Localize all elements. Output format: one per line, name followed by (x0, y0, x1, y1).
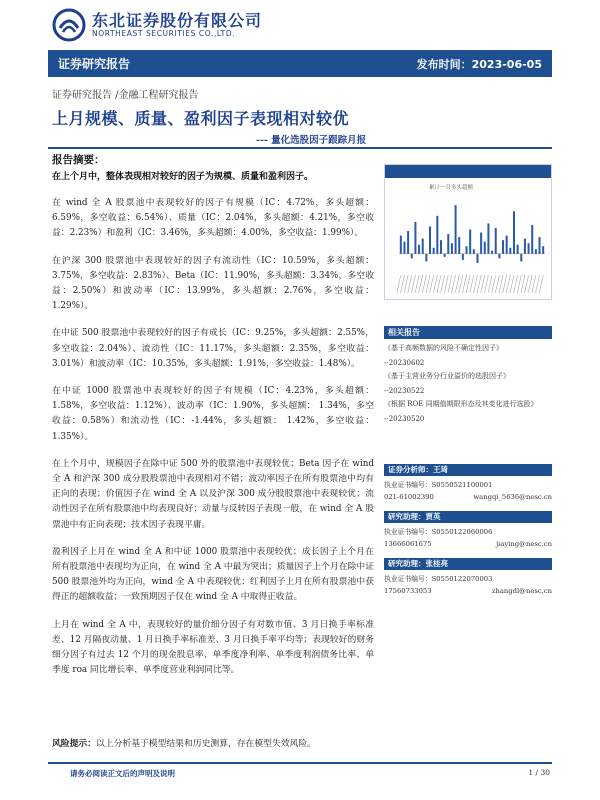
chart-category-label (433, 275, 437, 293)
chart-category-label (448, 275, 452, 293)
chart-bar (509, 248, 511, 254)
chart-category-label (503, 275, 507, 293)
chart-bar (520, 254, 522, 262)
chart-category-label (506, 275, 510, 293)
related-reports (384, 326, 552, 423)
chart-category-label (484, 275, 488, 293)
chart-bar (403, 242, 405, 254)
chart-category-label (441, 275, 445, 293)
page-title: 上月规模、质量、盈利因子表现相对较优 (52, 109, 350, 128)
chart-category-label (521, 275, 525, 293)
chart-bar (517, 245, 519, 254)
chart-header-bar (385, 165, 551, 178)
footer-divider (48, 762, 552, 764)
chart-bar (528, 243, 530, 254)
chart-bar (407, 231, 409, 254)
report-banner (48, 50, 552, 77)
analyst-role: 研究助理：贾英 (384, 511, 552, 523)
chart-bar (484, 242, 486, 254)
related-report-date: --20230602 (384, 359, 425, 367)
chart-category-label (536, 275, 540, 293)
factor-chart (384, 164, 552, 300)
company-logo (52, 6, 292, 44)
related-reports-header: 相关报告 (384, 326, 552, 339)
chart-category-label (499, 275, 503, 293)
chart-bar (400, 236, 402, 254)
chart-category-label (473, 275, 477, 293)
analyst-contact (384, 540, 552, 548)
chart-category-label (514, 275, 518, 293)
chart-bar (469, 229, 471, 253)
chart-category-label (495, 275, 499, 293)
chart-bar (513, 211, 515, 254)
related-report-date: --20230520 (384, 415, 425, 423)
analyst-info (384, 464, 552, 595)
chart-bar (425, 254, 427, 262)
analyst-email[interactable]: wangqi_5636@nesc.cn (473, 493, 552, 501)
chart-category-label (397, 275, 401, 293)
chart-bar (476, 254, 478, 263)
chart-bar (436, 216, 438, 254)
chart-category-label (404, 275, 408, 293)
chart-category-label (525, 275, 529, 293)
analyst-contact (384, 493, 552, 501)
abstract-paragraph: 在中证 500 股票池中表现较好的因子有成长（IC：9.25%，多头超额：2.55%，多空收益：2.04%）、流动性（IC：11.17%，多头超额：2.35%，多空收益：3.01%）和波动率（IC：10.35%，多头超额：1.91%，多空收益：1.48%）。 (52, 328, 374, 369)
page-number: 1 / 30 (528, 768, 550, 777)
chart-title: 累计一月多头超额 (429, 185, 474, 191)
chart-bar (451, 243, 453, 254)
chart-bar (524, 239, 526, 254)
chart-category-label (400, 275, 404, 293)
chart-bar (429, 226, 431, 253)
chart-category-label (415, 275, 419, 293)
company-emblem-icon (52, 8, 86, 42)
sidebar (384, 152, 552, 423)
release-date: 发布时间：2023-06-05 (416, 58, 542, 71)
chart-bar (433, 248, 435, 254)
chart-bar (487, 223, 489, 253)
chart-bar (506, 236, 508, 254)
chart-bar (473, 249, 475, 254)
chart-bar (498, 254, 500, 259)
chart-bar (535, 249, 537, 254)
breadcrumb: 证券研究报告 /金融工程研究报告 (52, 90, 199, 101)
chart-category-label (419, 275, 423, 293)
chart-bar (422, 239, 424, 254)
chart-bar (480, 233, 482, 254)
abstract-section (52, 152, 374, 678)
title-divider (48, 147, 552, 149)
risk-label: 风险提示： (52, 739, 96, 749)
company-name-cn: 东北证券股份有限公司 (92, 11, 263, 30)
chart-category-label (477, 275, 481, 293)
abstract-paragraph: 上月在 wind 全 A 中，表现较好的量价细分因子有对数市值、3 月日换手率标准差、12 月隔夜动量、1 月日换手率标准差、3 月日换手率平均等；表现较好的财务细分因子有过去 12 个月的现金股息率、单季度净利率、单季度利润债务比率、单季度 roa 同比增长率、单季度营业利润同比等。 (52, 619, 374, 676)
related-report-title[interactable]: 《基于高频数据的风险不确定性因子》 (384, 344, 503, 352)
chart-category-label (463, 275, 467, 293)
chart-category-label (510, 275, 514, 293)
chart-category-label (455, 275, 459, 293)
chart-category-label (539, 275, 543, 293)
analyst-email[interactable]: jiaying@nesc.cn (496, 540, 552, 548)
chart-bar (447, 234, 449, 254)
related-report-date: --20230522 (384, 387, 425, 395)
analyst-license: 执业证书编号：S0550122060006 (384, 528, 493, 536)
related-report-title[interactable]: 《基于主营业务分行业溢价的选股因子》 (384, 372, 510, 380)
chart-category-label (452, 275, 456, 293)
footer-disclaimer: 请务必阅读正文后的声明及说明 (70, 769, 175, 778)
abstract-paragraph: 盈利因子上月在 wind 全 A 和中证 1000 股票池中表现较优；成长因子上个月在所有股票池中表现均为正向，在 wind 全 A 中最为突出；质量因子上个月在除中证 500 股票池外均为正向，wind 全 A 中表现较优；红利因子上月在所有股票池中获得正的超额收益；一致预期因子仅在 wind 全 A 中取得正收益。 (52, 546, 374, 603)
chart-bar (466, 246, 468, 254)
chart-category-label (492, 275, 496, 293)
chart-category-label (528, 275, 532, 293)
chart-category-label (470, 275, 474, 293)
chart-bar (462, 254, 464, 260)
chart-bar (495, 228, 497, 254)
chart-bar (531, 225, 533, 254)
chart-bar (491, 251, 493, 254)
analyst-license: 执业证书编号：S0550122070003 (384, 575, 493, 583)
chart-category-label (466, 275, 470, 293)
chart-bar (542, 246, 544, 254)
analyst-role: 研究助理：张桂亮 (384, 558, 552, 570)
chart-category-label (411, 275, 415, 293)
chart-category-label (430, 275, 434, 293)
chart-category-label (426, 275, 430, 293)
analyst-role: 证券分析师：王琦 (384, 464, 552, 476)
chart-category-label (437, 275, 441, 293)
chart-bar (455, 205, 457, 254)
related-report-title[interactable]: 《根据 ROE 同期值期限形态及其变化进行选股》 (384, 400, 538, 408)
chart-category-label (444, 275, 448, 293)
chart-bar (502, 240, 504, 254)
chart-category-label (488, 275, 492, 293)
analyst-phone: 13666061675 (384, 540, 432, 548)
abstract-paragraph: 在 wind 全 A 股票池中表现较好的因子有规模（IC：4.72%，多头超额：6.59%，多空收益：6.54%）、质量（IC：2.04%，多头超额：4.21%，多空收益：2.23%）和盈利（IC：3.46%，多头超额：4.00%，多空收益：1.99%）。 (52, 198, 374, 239)
chart-bar (539, 237, 541, 254)
analyst-license: 执业证书编号：S0550521100001 (384, 481, 493, 489)
abstract-label: 报告摘要： (52, 154, 105, 166)
chart-bar (440, 240, 442, 254)
analyst-contact (384, 587, 552, 595)
page-subtitle: --- 量化选股因子跟踪月报 (256, 135, 367, 146)
analyst-phone: 021-61002390 (384, 493, 434, 501)
abstract-paragraph: 在上个月中，规模因子在除中证 500 外的股票池中表现较优；Beta 因子在 wind 全 A 和沪深 300 成分股股票池中表现相对不错；波动率因子在所有股票池中均有正向的表现；价值因子在 wind 全 A 以及沪深 300 成分股股票池中表现较优；流动性因子在所有股票池中均表现良好；动量与反转因子表现一般，在 wind 全 A 股票池中有正向表现；技术因子表现平庸。 (52, 458, 374, 530)
abstract-lead: 在上个月中，整体表现相对较好的因子为规模、质量和盈利因子。 (52, 172, 314, 182)
chart-bar (444, 254, 446, 257)
chart-category-label (408, 275, 412, 293)
chart-category-label (532, 275, 536, 293)
risk-warning (52, 736, 316, 749)
chart-bar (414, 222, 416, 254)
chart-category-label (422, 275, 426, 293)
chart-bar (458, 237, 460, 254)
analyst-email[interactable]: zhangdl@nesc.cn (491, 587, 552, 595)
bar-chart (385, 189, 551, 297)
analyst-phone: 17560733053 (384, 587, 432, 595)
abstract-paragraph: 在中证 1000 股票池中表现较好的因子有规模（IC：4.23%，多头超额：1.58%，多空收益：1.12%）、波动率（IC：1.90%，多头超额： 1.34%，多空收益：0.58%）和流动性（IC：-1.44%，多头超额： 1.42%，多空收益： 1.35%）。 (52, 386, 374, 442)
chart-bar (418, 245, 420, 254)
chart-category-label (517, 275, 521, 293)
chart-category-label (459, 275, 463, 293)
company-name-en: NORTHEAST SECURITIES CO.,LTD. (92, 29, 236, 38)
chart-bar (411, 254, 413, 259)
chart-category-label (481, 275, 485, 293)
banner-report-type: 证券研究报告 (58, 57, 131, 71)
risk-text: 以上分析基于模型结果和历史测算，存在模型失效风险。 (96, 739, 316, 749)
abstract-paragraph: 在沪深 300 股票池中表现较好的因子有流动性（IC：10.59%，多头超额：3.75%，多空收益：2.83%）、Beta（IC：11.90%，多头超额：3.34%，多空收益：2.50%）和波动率（IC：13.99%，多头超额：2.76%，多空收益：1.29%）。 (52, 255, 374, 312)
